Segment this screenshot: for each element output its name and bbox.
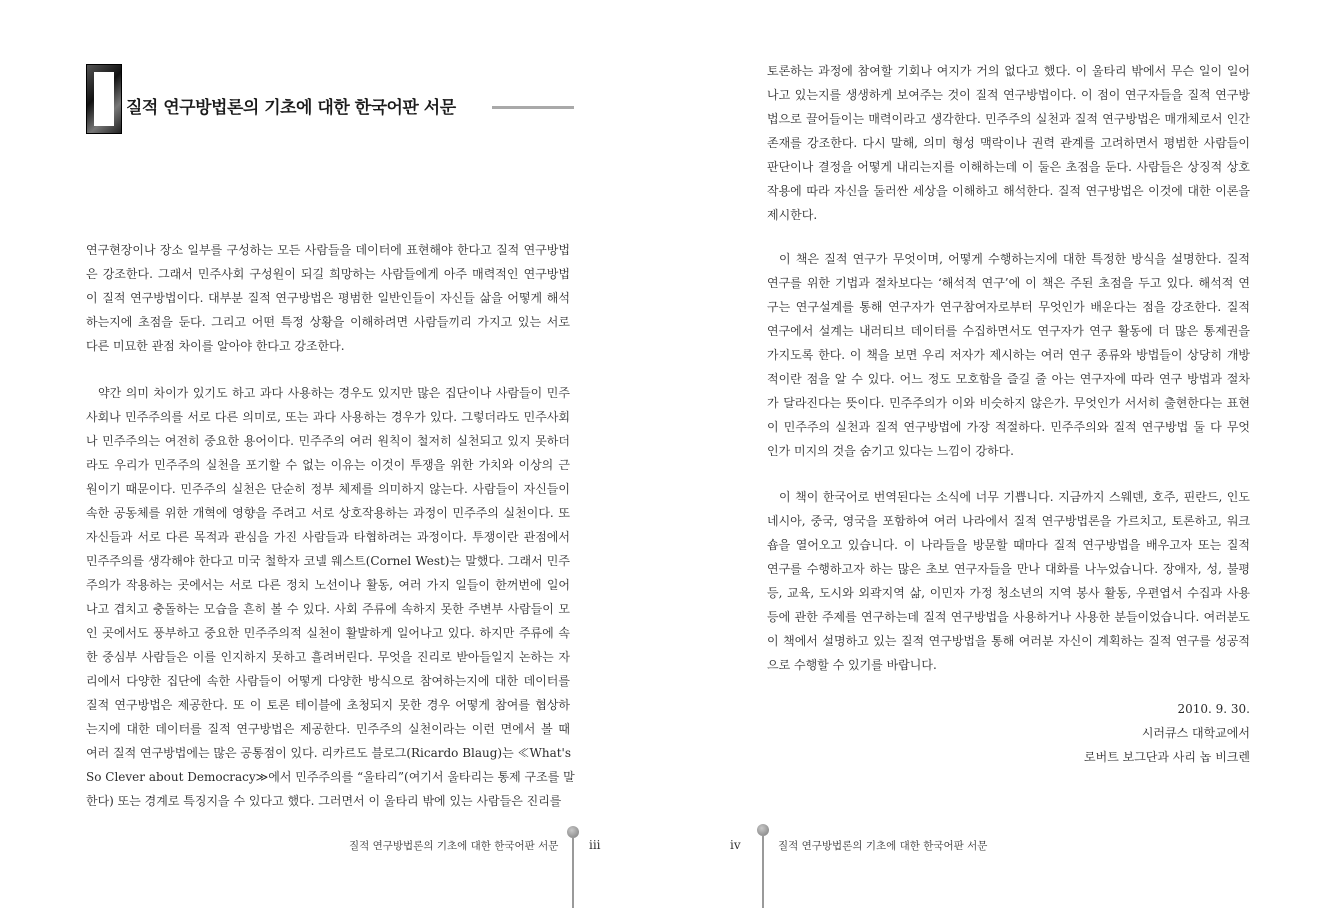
text-line: 이 책이 한국어로 번역된다는 소식에 너무 기쁩니다. 지금까지 스웨덴, 호주, 핀란드, 인도 (779, 490, 1250, 504)
text-line: 원이기 때문이다. 민주주의 실천은 단순히 정부 체제를 의미하지 않는다. 사람들이 자신들이 (86, 482, 570, 496)
title-rule (492, 106, 574, 109)
page-marker-line-right (762, 834, 764, 908)
text-line: 질적 연구방법은 제공한다. 또 이 토론 테이블에 초청되지 못한 경우 어떻게 참여를 협상하 (86, 698, 570, 712)
text-line: 등에 관한 주제를 연구하는데 질적 연구방법을 사용하거나 사용한 분들이었습니다. 여러분도 (767, 610, 1250, 624)
text-line: 사회나 민주주의를 서로 다른 의미로, 또는 과다 사용하는 경우가 있다. 그렇더라도 민주사회 (86, 410, 570, 424)
text-line: 연구를 수행하고자 하는 많은 초보 연구자들을 만나 대화를 나누었습니다. 장애자, 성, 불평 (767, 562, 1250, 576)
text-line: 은 강조한다. 그래서 민주사회 구성원이 되길 희망하는 사람들에게 아주 매력적인 연구방법 (86, 267, 570, 281)
text-line: 이 질적 연구방법이다. 대부분 질적 연구방법은 평범한 일반인들이 자신들 삶을 어떻게 해석 (86, 291, 570, 305)
signature-authors: 로버트 보그단과 사리 놉 비크렌 (1084, 750, 1250, 764)
text-line: 가 달라진다는 뜻이다. 민주주의가 이와 비슷하지 않은가. 무엇인가 서서히 출현한다는 표현 (767, 396, 1250, 410)
text-line: 나고 있는지를 생생하게 보여주는 것이 질적 연구방법이다. 이 점이 연구자들을 질적 연구방 (767, 88, 1250, 102)
text-line: 적이란 점을 알 수 있다. 어느 정도 모호함을 즐길 줄 아는 연구자에 따라 연구 방법과 절차 (767, 372, 1250, 386)
text-line: 숍을 열어오고 있습니다. 이 나라들을 방문할 때마다 질적 연구방법을 배우고자 또는 질적 (767, 538, 1250, 552)
left-page (0, 0, 667, 908)
text-line: 존재를 강조한다. 다시 말해, 의미 형성 맥락이나 권력 관계를 고려하면서 평범한 사람들이 (767, 136, 1250, 150)
signature-place: 시러큐스 대학교에서 (1141, 726, 1250, 740)
text-line: 속한 공동체를 위한 개혁에 영향을 주려고 서로 상호작용하는 과정이 민주주의 실천이다. 또 (86, 506, 570, 520)
text-line: 토론하는 과정에 참여할 기회나 여지가 거의 없다고 했다. 이 울타리 밖에서 무슨 일이 일어 (767, 64, 1250, 78)
text-line: 등, 교육, 도시와 외곽지역 삶, 이민자 가정 청소년의 지역 봉사 활동, 우편엽서 수집과 사용 (767, 586, 1250, 600)
text-line: 판단이나 결정을 어떻게 내리는지를 이해하는데 이 둘은 초점을 둔다. 사람들은 상징적 상호 (767, 160, 1250, 174)
text-line: 한 중심부 사람들은 이를 인지하지 못하고 흘려버린다. 무엇을 진리로 받아들일지 논하는 자 (86, 650, 570, 664)
text-line: 으로 수행할 수 있기를 바랍니다. (767, 658, 937, 672)
text-line: 인 곳에서도 풍부하고 중요한 민주주의적 실천이 활발하게 일어나고 있다. 하지만 주류에 속 (86, 626, 570, 640)
right-paragraph-2 (767, 247, 1250, 463)
text-line: 자신들과 서로 다른 목적과 관심을 가진 사람들과 타협하려는 과정이다. 투쟁이란 관점에서 (86, 530, 570, 544)
text-line: 민주주의를 생각해야 한다고 미국 철학자 코넬 웨스트(Cornel West)는 말했다. 그래서 민주 (86, 554, 570, 568)
text-line: 네시아, 중국, 영국을 포함하여 여러 나라에서 질적 연구방법론을 가르치고, 토론하고, 워크 (767, 514, 1250, 528)
footer-running-title-left: 질적 연구방법론의 기초에 대한 한국어판 서문 (349, 840, 559, 852)
text-line: 연구현장이나 장소 일부를 구성하는 모든 사람들을 데이터에 표현해야 한다고 질적 연구방법 (86, 243, 570, 257)
text-line: 연구를 위한 기법과 절차보다는 ‘해석적 연구’에 이 책은 주된 초점을 두고 있다. 해석적 연 (767, 276, 1250, 290)
text-line: 연구에서 설계는 내러티브 데이터를 수집하면서도 연구자가 연구 활동에 더 많은 통제권을 (767, 324, 1250, 338)
text-line: 이 책은 질적 연구가 무엇이며, 어떻게 수행하는지에 대한 특정한 방식을 설명한다. 질적 (779, 252, 1250, 266)
text-line: 나 민주주의는 여전히 중요한 용어이다. 민주주의 여러 원칙이 철저히 실천되고 있지 못하더 (86, 434, 570, 448)
page-marker-line-left (572, 836, 574, 908)
text-line: 리에서 다양한 집단에 속한 사람들이 어떻게 다양한 방식으로 참여하는지에 대한 데이터를 (86, 674, 570, 688)
page-number-right: iv (730, 838, 741, 852)
text-line: 다른 미묘한 관점 차이를 알아야 한다고 강조한다. (86, 339, 345, 353)
text-line: 주의가 작용하는 곳에서는 서로 다른 정치 노선이나 활동, 여러 가지 일들이 한꺼번에 일어 (86, 578, 570, 592)
right-paragraph-3 (767, 485, 1250, 677)
text-line: 작용에 따라 자신을 둘러싼 세상을 이해하고 해석한다. 질적 연구방법은 이것에 대한 이론을 (767, 184, 1250, 198)
text-line: So Clever about Democracy≫에서 민주주의를 “울타리”(여기서 울타리는 통제 구조를 말 (86, 770, 575, 784)
text-line: 이 민주주의 실천과 질적 연구방법에 가장 적절하다. 민주주의와 질적 연구방법 둘 다 무엇 (767, 420, 1250, 434)
signature-date: 2010. 9. 30. (1177, 702, 1250, 716)
text-line: 는지에 대한 데이터를 질적 연구방법은 제공한다. 민주주의 실천이라는 이런 면에서 볼 때 (86, 722, 570, 736)
right-page (667, 0, 1335, 908)
text-line: 가지도록 한다. 이 책을 보면 우리 저자가 제시하는 여러 연구 종류와 방법들이 상당히 개방 (767, 348, 1250, 362)
text-line: 약간 의미 차이가 있기도 하고 과다 사용하는 경우도 있지만 많은 집단이나 사람들이 민주 (98, 386, 570, 400)
text-line: 한다) 또는 경계로 특징지을 수 있다고 했다. 그러면서 이 울타리 밖에 있는 사람들은 진리를 (86, 794, 562, 808)
chapter-frame-ornament (86, 64, 122, 134)
text-line: 법으로 끌어들이는 매력이라고 생각한다. 민주주의 실천과 질적 연구방법은 매개체로서 인간 (767, 112, 1250, 126)
left-paragraph-1 (86, 238, 570, 358)
text-line: 여러 질적 연구방법에는 많은 공통점이 있다. 리카르도 블로그(Ricardo Blaug)는 ≪What's (86, 746, 572, 760)
text-line: 구는 연구설계를 통해 연구자가 연구참여자로부터 무엇인가 배운다는 점을 강조한다. 질적 (767, 300, 1250, 314)
footer-running-title-right: 질적 연구방법론의 기초에 대한 한국어판 서문 (778, 840, 988, 852)
text-line: 라도 우리가 민주주의 실천을 포기할 수 없는 이유는 이것이 투쟁을 위한 가치와 이상의 근 (86, 458, 570, 472)
right-paragraph-1 (767, 59, 1250, 227)
page-number-left: iii (589, 838, 601, 852)
text-line: 나고 겹치고 충돌하는 모습을 흔히 볼 수 있다. 사회 주류에 속하지 못한 주변부 사람들이 모 (86, 602, 570, 616)
text-line: 인가 미지의 것을 숨기고 있다는 느낌이 강하다. (767, 444, 1014, 458)
left-paragraph-2 (86, 381, 575, 813)
text-line: 제시한다. (767, 208, 818, 222)
text-line: 하는지에 초점을 둔다. 그리고 어떤 특정 상황을 이해하려면 사람들끼리 가지고 있는 서로 (86, 315, 570, 329)
text-line: 이 책에서 설명하고 있는 질적 연구방법을 통해 여러분 자신이 계획하는 질적 연구를 성공적 (767, 634, 1250, 648)
chapter-title: 질적 연구방법론의 기초에 대한 한국어판 서문 (126, 98, 456, 118)
